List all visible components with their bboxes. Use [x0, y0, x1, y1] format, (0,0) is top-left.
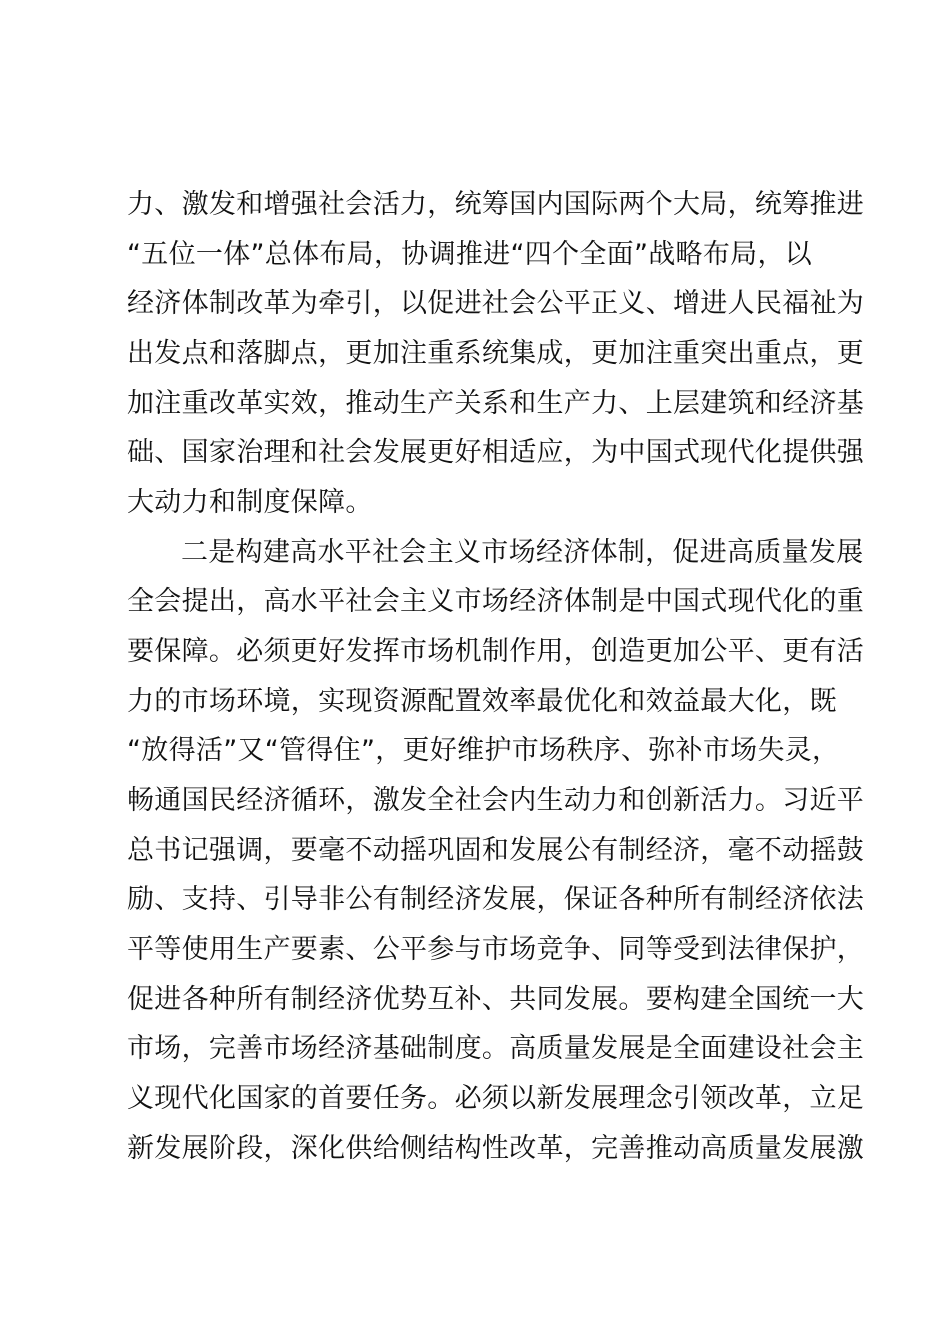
text-line: 力、激发和增强社会活力，统筹国内国际两个大局，统筹推进 — [127, 189, 865, 220]
text-line: 促进各种所有制经济优势互补、共同发展。要构建全国统一大 — [127, 984, 865, 1015]
text-line: 加注重改革实效，推动生产关系和生产力、上层建筑和经济基 — [127, 388, 865, 419]
text-line: 经济体制改革为牵引，以促进社会公平正义、增进人民福祉为 — [127, 288, 865, 319]
text-line: “五位一体”总体布局，协调推进“四个全面”战略布局，以 — [127, 239, 813, 270]
text-line: 新发展阶段，深化供给侧结构性改革，完善推动高质量发展激 — [127, 1133, 865, 1164]
text-line: 市场，完善市场经济基础制度。高质量发展是全面建设社会主 — [127, 1033, 865, 1064]
text-line: 大动力和制度保障。 — [127, 487, 373, 518]
text-line: 出发点和落脚点，更加注重系统集成，更加注重突出重点，更 — [127, 338, 865, 369]
text-line: 力的市场环境，实现资源配置效率最优化和效益最大化，既 — [127, 686, 837, 717]
section-heading: 二是构建高水平社会主义市场经济体制，促进高质量发展 — [181, 537, 864, 568]
text-line: 要保障。必须更好发挥市场机制作用，创造更加公平、更有活 — [127, 636, 865, 667]
text-line: “放得活”又“管得住”，更好维护市场秩序、弥补市场失灵， — [127, 735, 840, 766]
text-line: 畅通国民经济循环，激发全社会内生动力和创新活力。习近平 — [127, 785, 865, 816]
text-line: 义现代化国家的首要任务。必须以新发展理念引领改革，立足 — [127, 1083, 865, 1114]
text-line: 全会提出，高水平社会主义市场经济体制是中国式现代化的重 — [127, 586, 865, 617]
text-line: 础、国家治理和社会发展更好相适应，为中国式现代化提供强 — [127, 437, 865, 468]
text-line: 平等使用生产要素、公平参与市场竞争、同等受到法律保护， — [127, 934, 865, 965]
text-line: 励、支持、引导非公有制经济发展，保证各种所有制经济依法 — [127, 884, 865, 915]
text-line: 总书记强调，要毫不动摇巩固和发展公有制经济，毫不动摇鼓 — [127, 835, 865, 866]
